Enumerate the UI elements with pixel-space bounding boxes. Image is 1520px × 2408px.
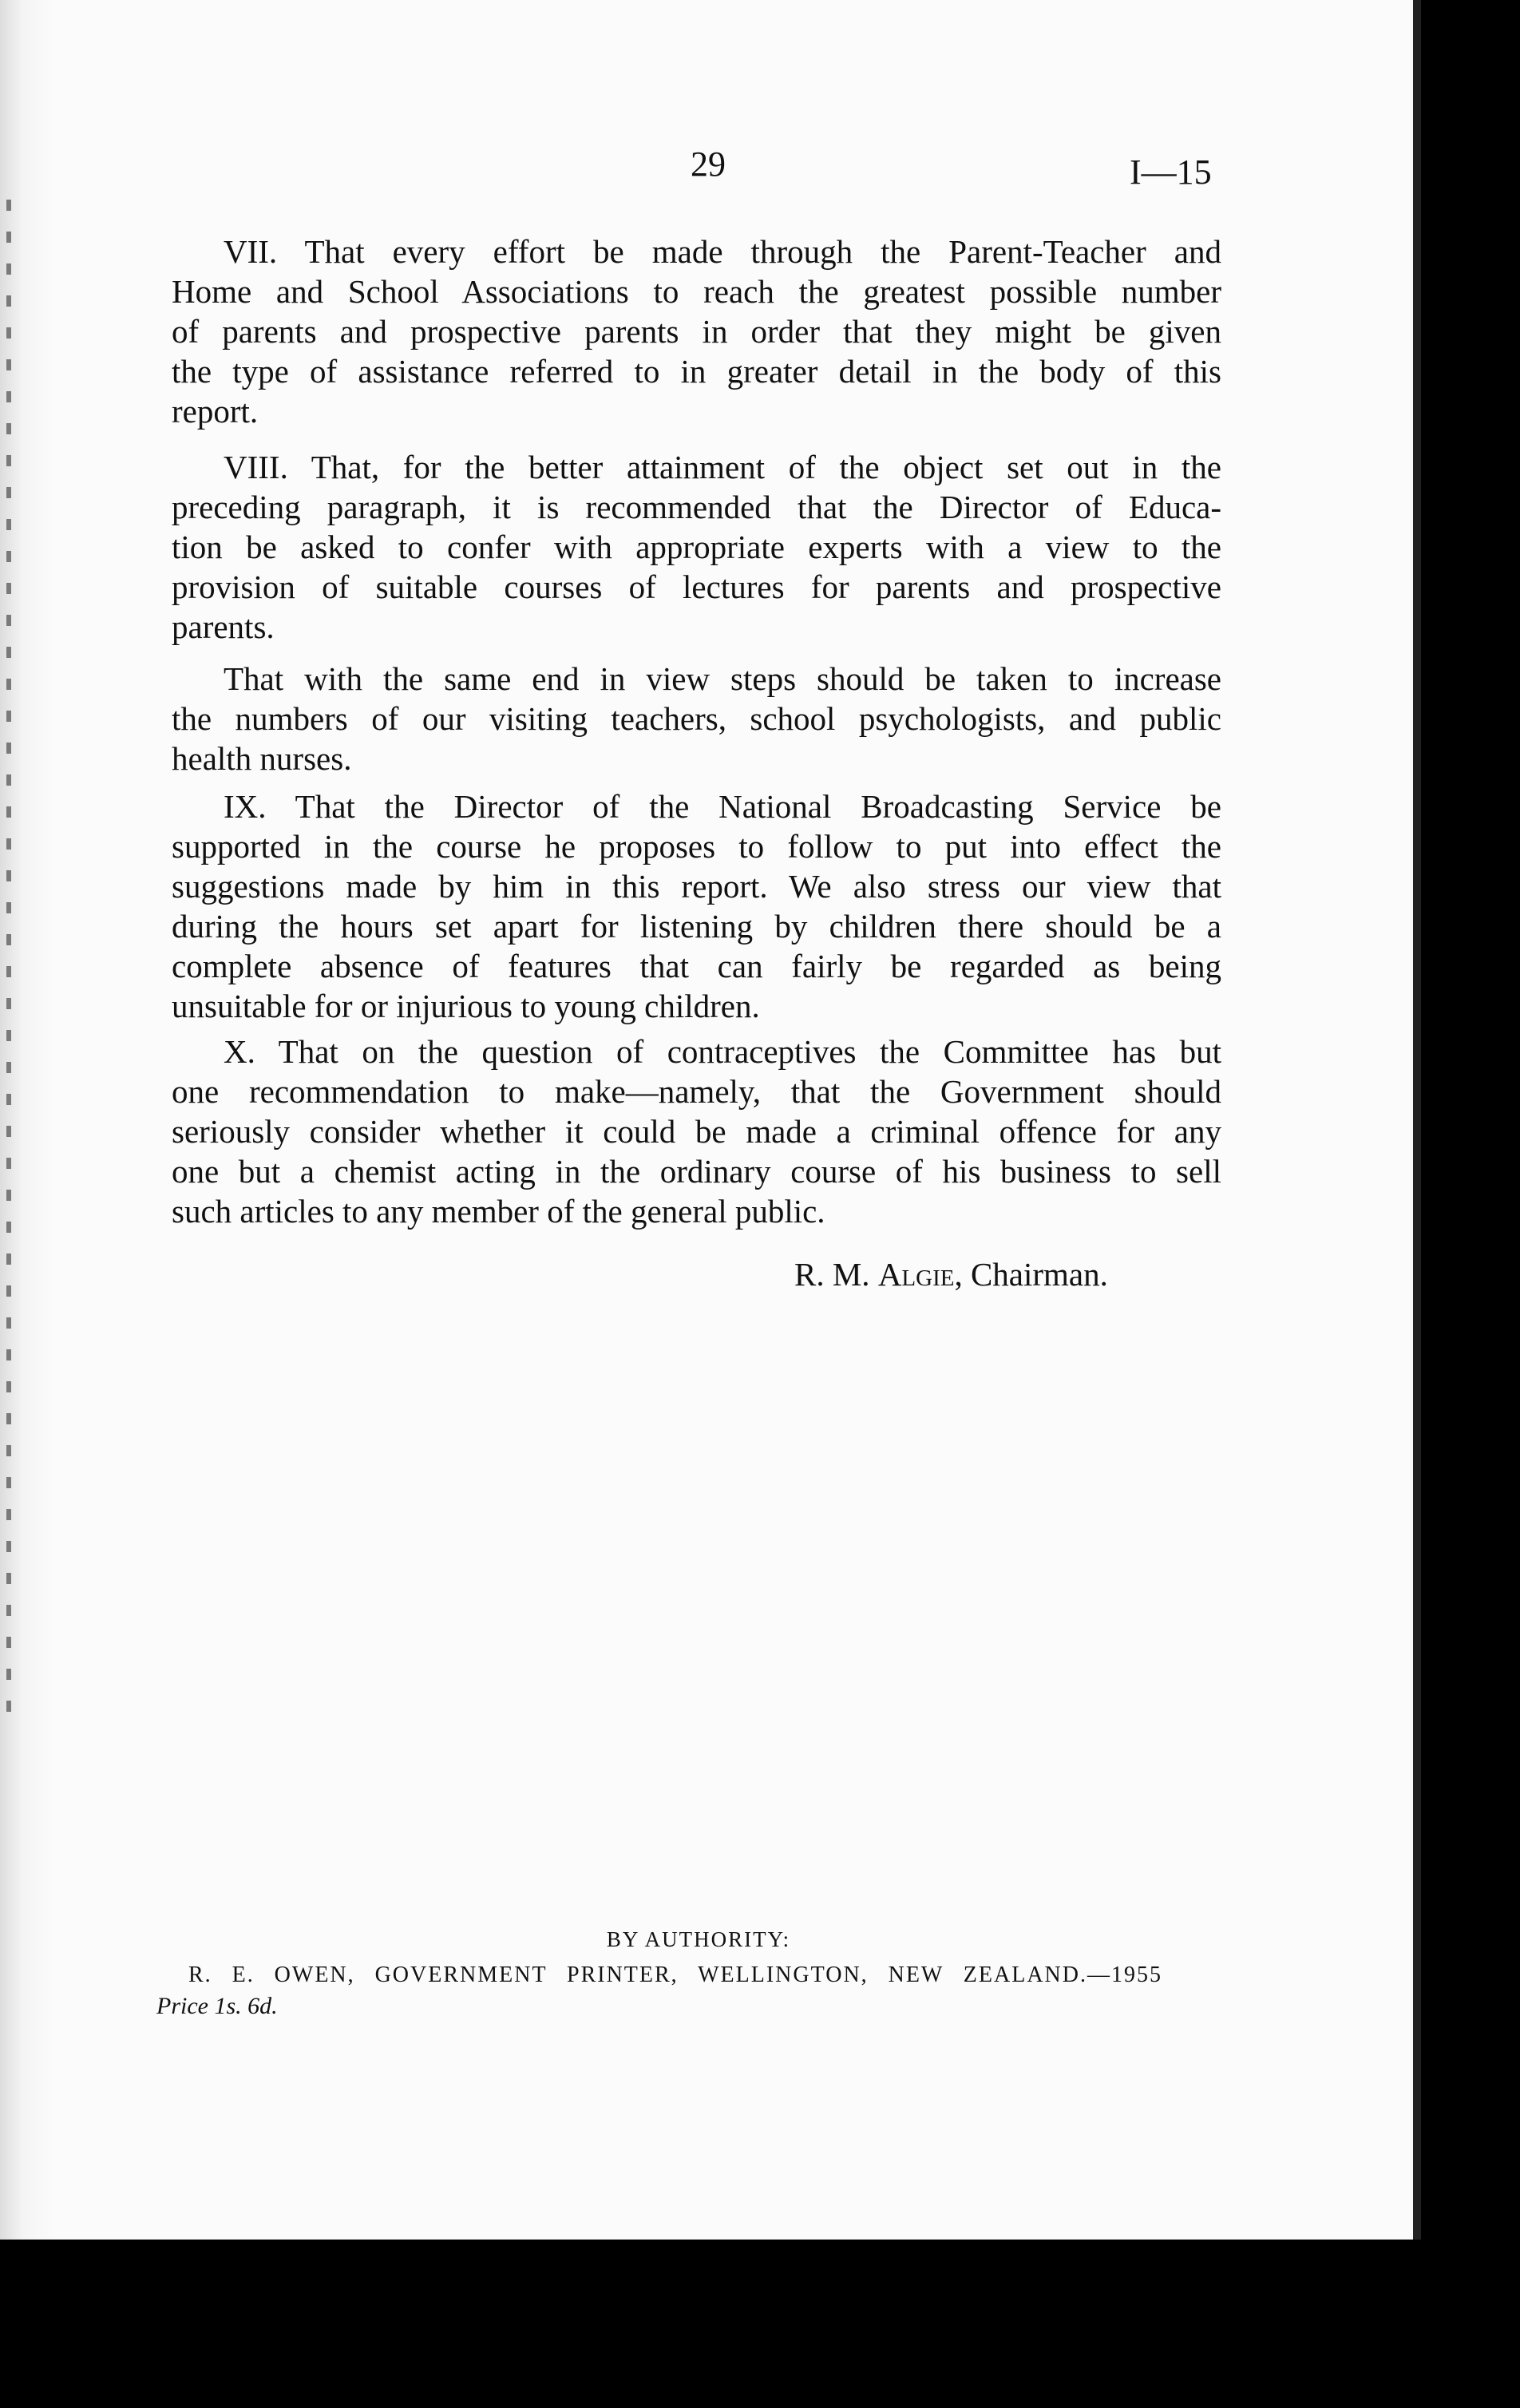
text-line: during the hours set apart for listening by children there should be a [172, 908, 1221, 945]
text-line: X. That on the question of contraceptives the Committee has but [224, 1033, 1221, 1070]
text-line: VII. That every effort be made through the Parent-Teacher and [224, 233, 1221, 270]
signature-initials: R. M. [794, 1256, 870, 1293]
text-line: one recommendation to make—namely, that the Government should [172, 1073, 1221, 1110]
text-line: tion be asked to confer with appropriate experts with a view to the [172, 529, 1221, 565]
text-line: unsuitable for or injurious to young children. [172, 988, 760, 1024]
paragraph [172, 232, 1221, 431]
text-line: the type of assistance referred to in greater detail in the body of this [172, 353, 1221, 390]
text-line: the numbers of our visiting teachers, school psychologists, and public [172, 700, 1221, 737]
paragraph [172, 447, 1221, 647]
text-line: provision of suitable courses of lectures for parents and prospective [172, 568, 1221, 605]
text-line: preceding paragraph, it is recommended that the Director of Educa- [172, 489, 1221, 525]
scan-left-edge [0, 0, 56, 2240]
text-line: of parents and prospective parents in order that they might be given [172, 313, 1221, 350]
text-line: suggestions made by him in this report. We also stress our view that [172, 868, 1221, 905]
text-line: report. [172, 393, 259, 430]
text-line: such articles to any member of the general public. [172, 1193, 825, 1230]
paragraph [172, 786, 1221, 1026]
document-reference: I—15 [1130, 152, 1212, 192]
text-line: supported in the course he proposes to follow to put into effect the [172, 828, 1221, 865]
paragraph [172, 1032, 1221, 1231]
price: Price 1s. 6d. [156, 1993, 278, 2019]
signature [794, 1255, 1108, 1293]
text-line: That with the same end in view steps should be taken to increase [224, 660, 1221, 697]
paragraph [172, 659, 1221, 778]
scan-right-edge [1413, 0, 1421, 2240]
text-line: complete absence of features that can fairly be regarded as being [172, 948, 1221, 984]
printer-imprint: R. E. OWEN, GOVERNMENT PRINTER, WELLINGTON, NEW ZEALAND.—1955 [188, 1962, 1162, 1987]
signature-surname: Algie [877, 1256, 955, 1293]
text-line: seriously consider whether it could be made a criminal offence for any [172, 1113, 1221, 1150]
text-line: IX. That the Director of the National Broadcasting Service be [224, 788, 1221, 825]
text-line: Home and School Associations to reach the greatest possible number [172, 273, 1221, 310]
page-number: 29 [691, 145, 726, 184]
text-line: one but a chemist acting in the ordinary course of his business to sell [172, 1153, 1221, 1190]
binding-marks [6, 200, 11, 1717]
by-authority: BY AUTHORITY: [606, 1927, 791, 1951]
signature-title: , Chairman. [954, 1256, 1108, 1293]
text-line: health nurses. [172, 740, 352, 777]
text-line: parents. [172, 608, 275, 645]
text-line: VIII. That, for the better attainment of the object set out in the [224, 449, 1221, 485]
